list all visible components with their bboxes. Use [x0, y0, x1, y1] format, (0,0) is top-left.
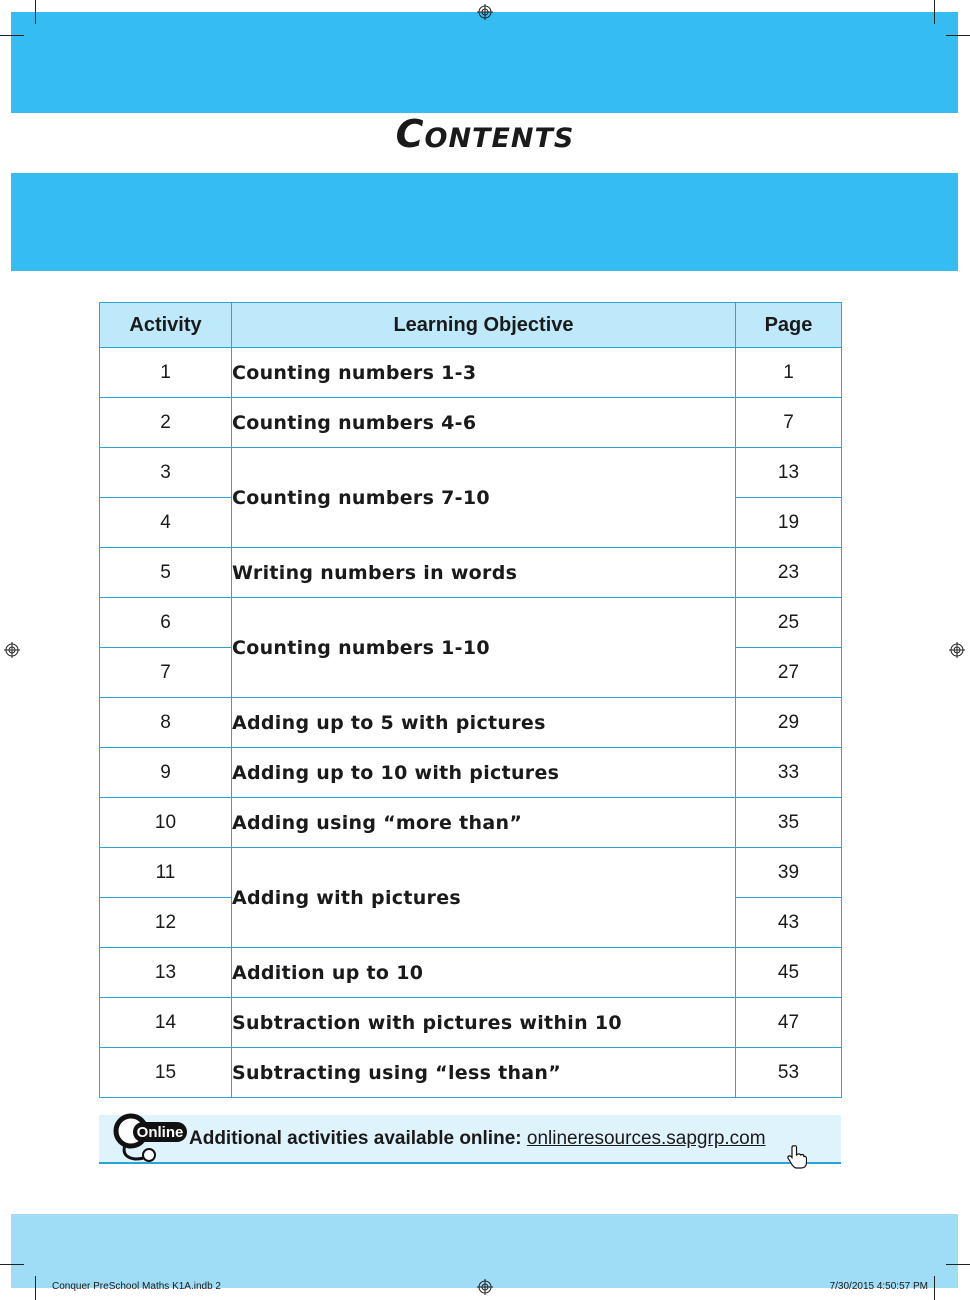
table-row [100, 1048, 842, 1098]
activity-cell: 2 [100, 398, 232, 448]
page-cell: 23 [736, 548, 842, 598]
crop-mark [946, 1264, 970, 1265]
table-row [100, 548, 842, 598]
activity-cell: 5 [100, 548, 232, 598]
page-title: Contents [395, 112, 575, 156]
table-row [100, 998, 842, 1048]
online-label: Additional activities available online: [189, 1128, 522, 1149]
activity-cell: 7 [100, 648, 232, 698]
activity-cell: 4 [100, 498, 232, 548]
activity-cell: 10 [100, 798, 232, 848]
online-logo-text: Online [136, 1124, 184, 1141]
objective-cell: Counting numbers 7-10 [232, 448, 736, 548]
objective-cell: Subtraction with pictures within 10 [232, 998, 736, 1048]
crop-mark [35, 1276, 36, 1300]
crop-mark [934, 1276, 935, 1300]
page-cell: 39 [736, 848, 842, 898]
crop-mark [0, 35, 24, 36]
page-cell: 45 [736, 948, 842, 998]
activity-cell: 15 [100, 1048, 232, 1098]
bottom-color-band [11, 1214, 958, 1288]
activity-cell: 3 [100, 448, 232, 498]
objective-cell: Counting numbers 1-3 [232, 348, 736, 398]
middle-color-band [11, 173, 958, 271]
footer-timestamp: 7/30/2015 4:50:57 PM [829, 1281, 928, 1292]
table-row [100, 348, 842, 398]
contents-table [99, 302, 842, 1098]
page-cell: 7 [736, 398, 842, 448]
page-cell: 19 [736, 498, 842, 548]
page-cell: 43 [736, 898, 842, 948]
table-row [100, 948, 842, 998]
activity-cell: 12 [100, 898, 232, 948]
page-cell: 27 [736, 648, 842, 698]
table-row [100, 798, 842, 848]
table-row [100, 698, 842, 748]
objective-cell: Adding up to 5 with pictures [232, 698, 736, 748]
page-cell: 1 [736, 348, 842, 398]
activity-cell: 8 [100, 698, 232, 748]
registration-mark-icon [477, 4, 493, 20]
registration-mark-icon [949, 642, 965, 658]
online-text [189, 1128, 766, 1150]
table-row [100, 448, 842, 498]
objective-cell: Addition up to 10 [232, 948, 736, 998]
activity-column-header: Activity [100, 303, 232, 348]
online-link[interactable]: onlineresources.sapgrp.com [526, 1128, 766, 1149]
activity-cell: 1 [100, 348, 232, 398]
table-row [100, 748, 842, 798]
footer-filename: Conquer PreSchool Maths K1A.indb 2 [52, 1281, 221, 1292]
table-row [100, 848, 842, 898]
objective-cell: Counting numbers 4-6 [232, 398, 736, 448]
objective-cell: Adding with pictures [232, 848, 736, 948]
page-cell: 53 [736, 1048, 842, 1098]
crop-mark [946, 35, 970, 36]
page-cell: 33 [736, 748, 842, 798]
activity-cell: 11 [100, 848, 232, 898]
page-cell: 29 [736, 698, 842, 748]
objective-cell: Adding using “more than” [232, 798, 736, 848]
activity-cell: 6 [100, 598, 232, 648]
table-row [100, 398, 842, 448]
online-resources-banner [99, 1115, 841, 1164]
objective-cell: Counting numbers 1-10 [232, 598, 736, 698]
top-color-band [11, 12, 958, 113]
page-cell: 25 [736, 598, 842, 648]
objective-cell: Subtracting using “less than” [232, 1048, 736, 1098]
page-column-header: Page [736, 303, 842, 348]
objective-cell: Writing numbers in words [232, 548, 736, 598]
registration-mark-icon [4, 642, 20, 658]
registration-mark-icon [477, 1279, 493, 1295]
page-cell: 47 [736, 998, 842, 1048]
table-header-row [100, 303, 842, 348]
crop-mark [35, 0, 36, 24]
table-row [100, 598, 842, 648]
objective-column-header: Learning Objective [232, 303, 736, 348]
crop-mark [0, 1264, 24, 1265]
activity-cell: 9 [100, 748, 232, 798]
activity-cell: 13 [100, 948, 232, 998]
hand-pointer-icon [787, 1145, 807, 1169]
activity-cell: 14 [100, 998, 232, 1048]
crop-mark [934, 0, 935, 24]
page-cell: 35 [736, 798, 842, 848]
online-logo-icon [111, 1111, 189, 1165]
page-cell: 13 [736, 448, 842, 498]
objective-cell: Adding up to 10 with pictures [232, 748, 736, 798]
